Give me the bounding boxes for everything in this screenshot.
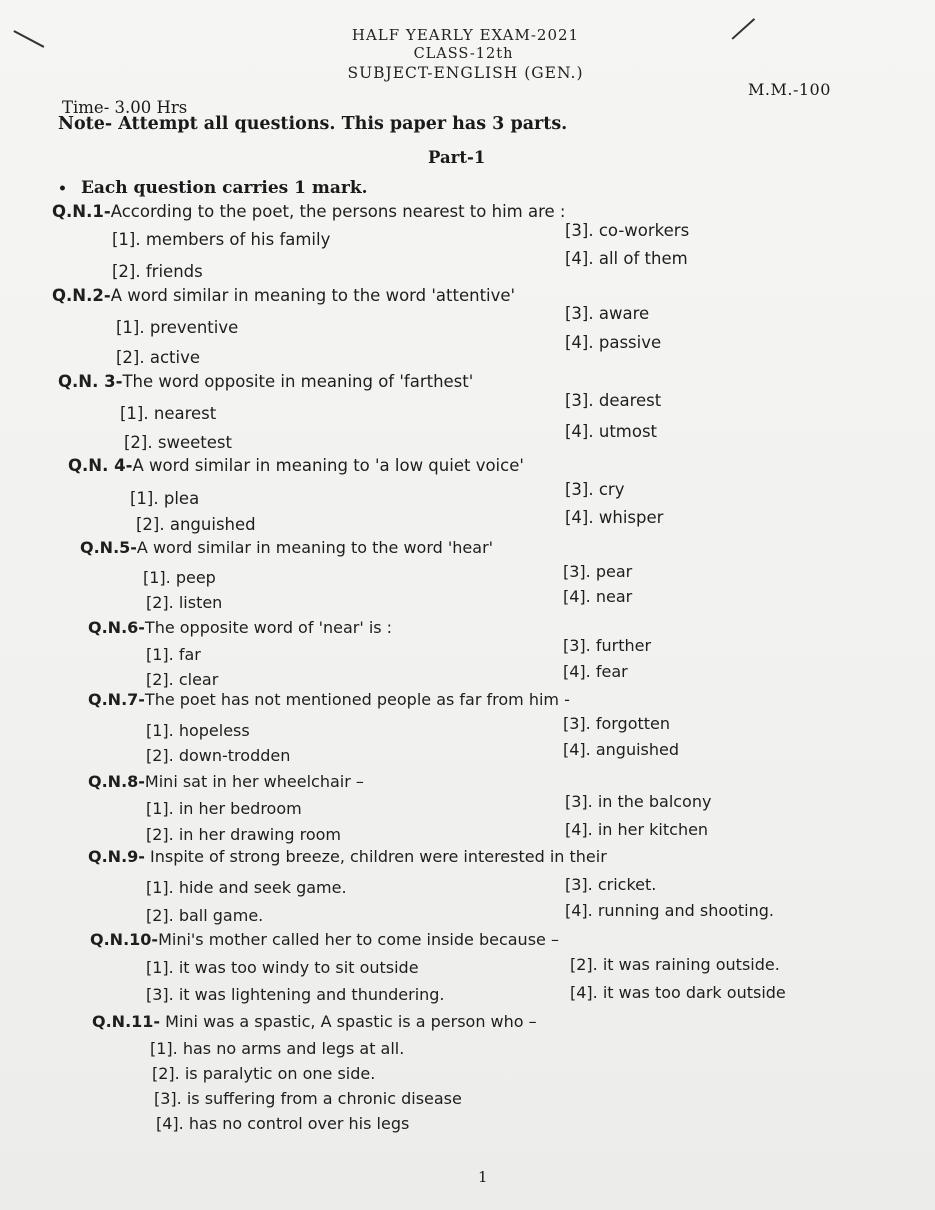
option: [4]. whisper — [565, 508, 664, 527]
option: [2]. in her drawing room — [146, 825, 341, 844]
question-text: Mini sat in her wheelchair – — [144, 772, 364, 791]
option: [1]. members of his family — [112, 230, 331, 249]
option: [1]. nearest — [120, 404, 217, 423]
option: [3]. it was lightening and thundering. — [146, 985, 445, 1004]
class-title: CLASS-12th — [413, 46, 514, 62]
question-number: Q.N.6- — [88, 618, 145, 637]
option: [1]. hopeless — [146, 721, 250, 740]
option: [2]. listen — [146, 593, 223, 612]
question-7 — [88, 690, 570, 709]
option: [2]. clear — [146, 670, 219, 689]
question-1 — [52, 202, 565, 221]
option: [4]. fear — [563, 662, 628, 681]
question-number: Q.N.1- — [52, 202, 111, 221]
question-number: Q.N.9- — [88, 847, 145, 866]
question-2 — [52, 286, 515, 305]
option: [1]. far — [146, 645, 201, 664]
note: Note- Attempt all questions. This paper has 3 parts. — [58, 114, 568, 134]
option: [4]. running and shooting. — [565, 901, 775, 920]
option: [2]. it was raining outside. — [570, 955, 780, 974]
option: [1]. has no arms and legs at all. — [150, 1039, 405, 1058]
question-text: A word similar in meaning to the word 'hear' — [136, 538, 494, 557]
question-number: Q.N.8- — [88, 772, 145, 791]
exam-title: HALF YEARLY EXAM-2021 — [351, 26, 580, 44]
question-11 — [92, 1012, 537, 1031]
option: [1]. plea — [130, 489, 200, 508]
subject-title: SUBJECT-ENGLISH (GEN.) — [347, 64, 584, 82]
option: [2]. is paralytic on one side. — [152, 1064, 376, 1083]
option: [3]. aware — [565, 304, 650, 323]
option: [2]. active — [116, 348, 201, 367]
option: [2]. sweetest — [124, 433, 232, 452]
question-text: The word opposite in meaning of 'farthest' — [122, 372, 474, 391]
question-text: Mini's mother called her to come inside because – — [158, 930, 559, 949]
bullet-icon: • — [58, 181, 67, 197]
time-allowed: Time- 3.00 Hrs — [62, 98, 188, 117]
question-text: The opposite word of 'near' is : — [144, 618, 393, 637]
option: [3]. cry — [565, 480, 625, 499]
option: [2]. anguished — [136, 515, 256, 534]
option: [3]. co-workers — [565, 221, 690, 240]
question-number: Q.N.2- — [52, 286, 111, 305]
option: [1]. it was too windy to sit outside — [146, 958, 419, 977]
option: [3]. forgotten — [563, 714, 671, 733]
question-number: Q.N.10- — [90, 930, 159, 949]
question-number: Q.N.11- — [92, 1012, 161, 1031]
question-number: Q.N.5- — [80, 538, 137, 557]
question-text: A word similar in meaning to 'a low quiet voice' — [132, 456, 524, 475]
part-title: Part-1 — [428, 148, 486, 167]
question-text: According to the poet, the persons nearest to him are : — [110, 202, 566, 221]
question-number: Q.N.7- — [88, 690, 145, 709]
option: [1]. hide and seek game. — [146, 878, 347, 897]
option: [3]. further — [563, 636, 652, 655]
option: [3]. is suffering from a chronic disease — [154, 1089, 462, 1108]
question-text: Mini was a spastic, A spastic is a person who – — [160, 1012, 537, 1031]
option: [3]. in the balcony — [565, 792, 712, 811]
max-marks: M.M.-100 — [748, 80, 831, 99]
option: [4]. anguished — [563, 740, 679, 759]
option: [1]. in her bedroom — [146, 799, 302, 818]
option: [3]. cricket. — [565, 875, 657, 894]
option: [4]. near — [563, 587, 633, 606]
question-8 — [88, 772, 364, 791]
option: [2]. friends — [112, 262, 203, 281]
page-number: 1 — [478, 1168, 488, 1186]
question-4 — [68, 456, 524, 475]
question-9 — [88, 847, 607, 866]
question-3 — [58, 372, 473, 391]
question-5 — [80, 538, 493, 557]
option: [4]. it was too dark outside — [570, 983, 786, 1002]
question-text: Inspite of strong breeze, children were interested in their — [144, 847, 607, 866]
option: [1]. peep — [143, 568, 216, 587]
option: [3]. dearest — [565, 391, 662, 410]
option: [4]. all of them — [565, 249, 688, 268]
question-6 — [88, 618, 392, 637]
instruction — [58, 178, 368, 198]
question-10 — [90, 930, 559, 949]
option: [4]. in her kitchen — [565, 820, 709, 839]
option: [2]. ball game. — [146, 906, 264, 925]
option: [4]. passive — [565, 333, 662, 352]
option: [4]. utmost — [565, 422, 658, 441]
option: [3]. pear — [563, 562, 633, 581]
question-number: Q.N. 3- — [58, 372, 123, 391]
option: [4]. has no control over his legs — [156, 1114, 410, 1133]
option: [1]. preventive — [116, 318, 239, 337]
option: [2]. down-trodden — [146, 746, 291, 765]
question-number: Q.N. 4- — [68, 456, 133, 475]
question-text: The poet has not mentioned people as far from him - — [144, 690, 570, 709]
instruction-text: Each question carries 1 mark. — [80, 178, 368, 198]
question-text: A word similar in meaning to the word 'attentive' — [110, 286, 516, 305]
